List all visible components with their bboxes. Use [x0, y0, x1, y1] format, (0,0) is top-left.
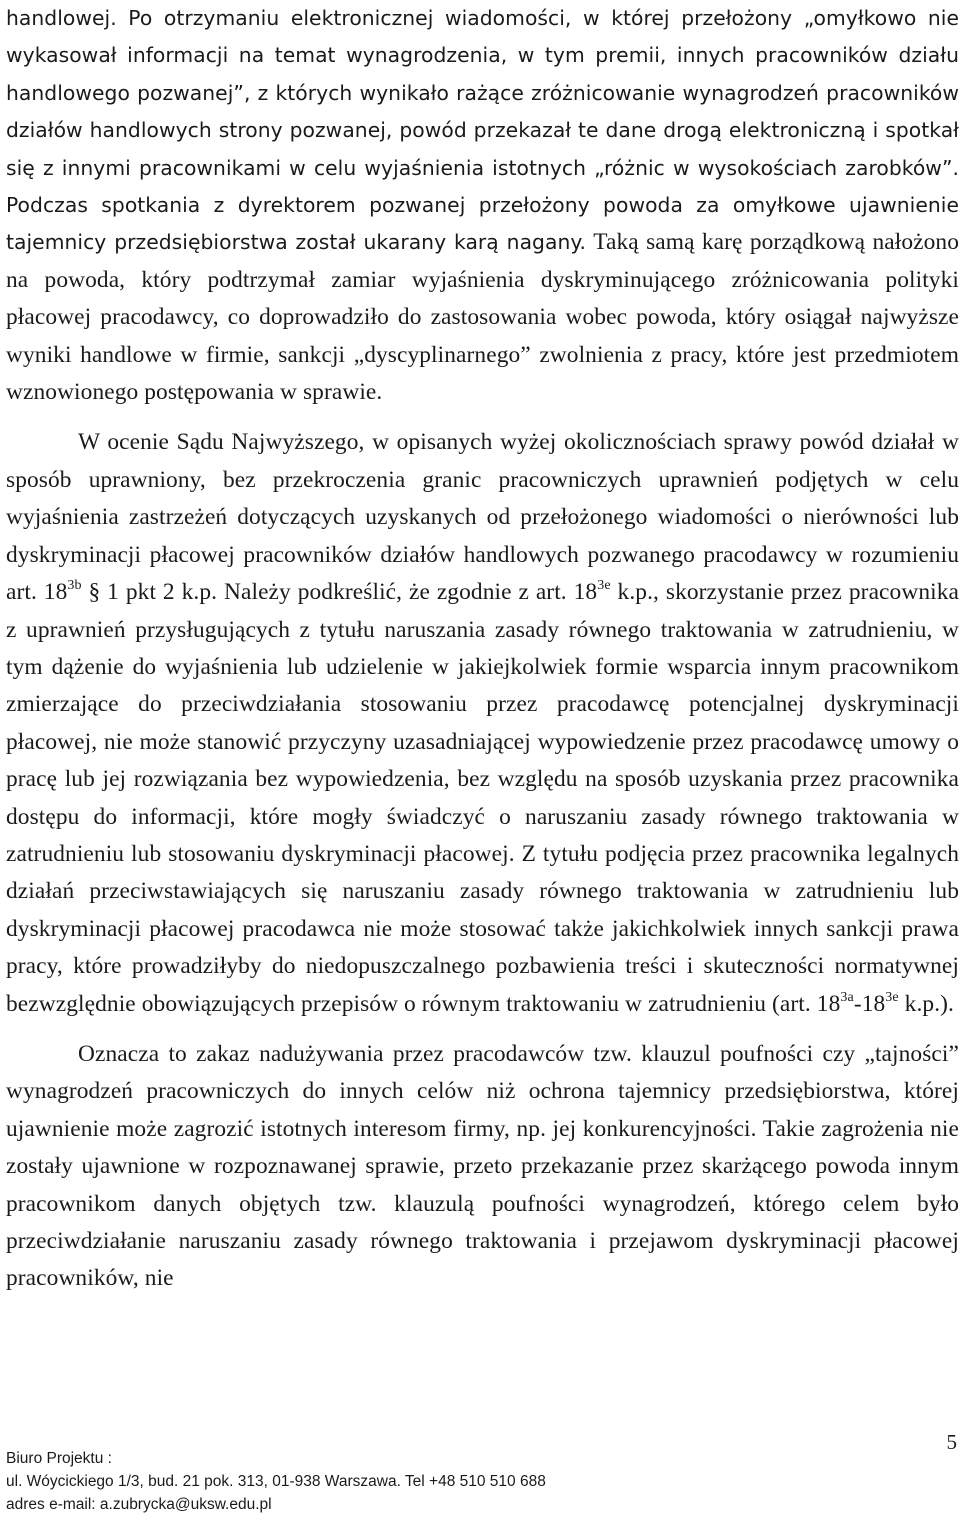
footer-office-label: Biuro Projektu :	[6, 1450, 112, 1467]
page-number: 5	[946, 1430, 957, 1454]
footer	[6, 1447, 546, 1516]
superscript-3e-second: 3e	[885, 989, 899, 1005]
paragraph-2	[6, 424, 959, 1023]
superscript-3a: 3a	[840, 989, 854, 1005]
paragraph-2-text-d: -18	[853, 990, 886, 1017]
superscript-3e: 3e	[597, 578, 611, 594]
paragraph-2-text-a: W ocenie Sądu Najwyższego, w opisanych wyżej okolicznościach sprawy powód działał w sposób uprawniony, bez przekroczenia granic pracowniczych uprawnień podjętych w celu wyjaśnienia zastrzeżeń dotyczących uzyskanych od przełożonego wiadomości o nierówności lub dyskryminacji płacowej pracowników działów handlowych pozwanego pracodawcy w rozumieniu art. 18	[6, 429, 959, 606]
paragraph-3: Oznacza to zakaz nadużywania przez pracodawców tzw. klauzul poufności czy „tajności” wynagrodzeń pracowniczych do innych celów niż ochrona tajemnicy przedsiębiorstwa, której ujawnienie może zagrozić istotnych interesom firmy, np. jej konkurencyjności. Takie zagrożenia nie zostały ujawnione w rozpoznawanej sprawie, przeto przekazanie przez skarżącego powoda innym pracownikom danych objętych tzw. klauzulą poufności wynagrodzeń, którego celem było przeciwdziałanie naruszaniu zasady równego traktowania i przejawom dyskryminacji płacowej pracowników, nie	[6, 1040, 959, 1292]
paragraph-2-text-b: § 1 pkt 2 k.p. Należy podkreślić, że zgodnie z art. 18	[81, 579, 598, 606]
paragraph-1-serif-text: Taką samą karę porządkową nałożono na powoda, który podtrzymał zamiar wyjaśnienia dyskryminującego zróżnicowania polityki płacowej pracodawcy, co doprowadziło do zastosowania wobec powoda, który osiągał najwyższe wyniki handlowe w firmie, sankcji „dyscyplinarnego” zwolnienia z pracy, które jest przedmiotem wznowionego postępowania w sprawie.	[6, 229, 959, 406]
footer-email: adres e-mail: a.zubrycka@uksw.edu.pl	[6, 1496, 272, 1513]
paragraph-2-text-e: k.p.).	[898, 990, 954, 1017]
document-page	[6, 0, 959, 1298]
paragraph-1-sans-text: handlowej. Po otrzymaniu elektronicznej wiadomości, w której przełożony „omyłkowo nie wykasował informacji na temat wynagrodzenia, w tym premii, innych pracowników działu handlowego pozwanej”, z których wynikało rażące zróżnicowanie wynagrodzeń pracowników działów handlowych strony pozwanej, powód przekazał te dane drogą elektroniczną i spotkał się z innymi pracownikami w celu wyjaśnienia istotnych „różnic w wysokościach zarobków”. Podczas spotkania z dyrektorem pozwanej przełożony powoda za omyłkowe ujawnienie tajemnicy przedsiębiorstwa został ukarany karą nagany.	[6, 6, 959, 255]
paragraph-1	[6, 0, 959, 411]
paragraph-2-text-c: k.p., skorzystanie przez pracownika z uprawnień przysługujących z tytułu naruszania zasady równego traktowania w zatrudnieniu, w tym dążenie do wyjaśnienia lub udzielenie w jakiejkolwiek formie wsparcia innym pracownikom zmierzające do przeciwdziałania stosowaniu przez pracodawcę potencjalnej dyskryminacji płacowej, nie może stanowić przyczyny uzasadniającej wypowiedzenie przez pracodawcę umowy o pracę lub jej rozwiązania bez wypowiedzenia, bez względu na sposób uzyskania przez pracownika dostępu do informacji, które mogły świadczyć o naruszaniu zasady równego traktowania w zatrudnieniu lub stosowaniu dyskryminacji płacowej. Z tytułu podjęcia przez pracownika legalnych działań przeciwstawiających się naruszaniu zasady równego traktowania w zatrudnieniu lub dyskryminacji płacowej pracodawca nie może stosować także jakichkolwiek innych sankcji prawa pracy, które prowadziłyby do niedopuszczalnego pozbawienia treści i skuteczności normatywnej bezwzględnie obowiązujących przepisów o równym traktowaniu w zatrudnieniu (art. 18	[6, 579, 959, 1017]
footer-address: ul. Wóycickiego 1/3, bud. 21 pok. 313, 01-938 Warszawa. Tel +48 510 510 688	[6, 1473, 546, 1490]
superscript-3b: 3b	[67, 578, 82, 594]
